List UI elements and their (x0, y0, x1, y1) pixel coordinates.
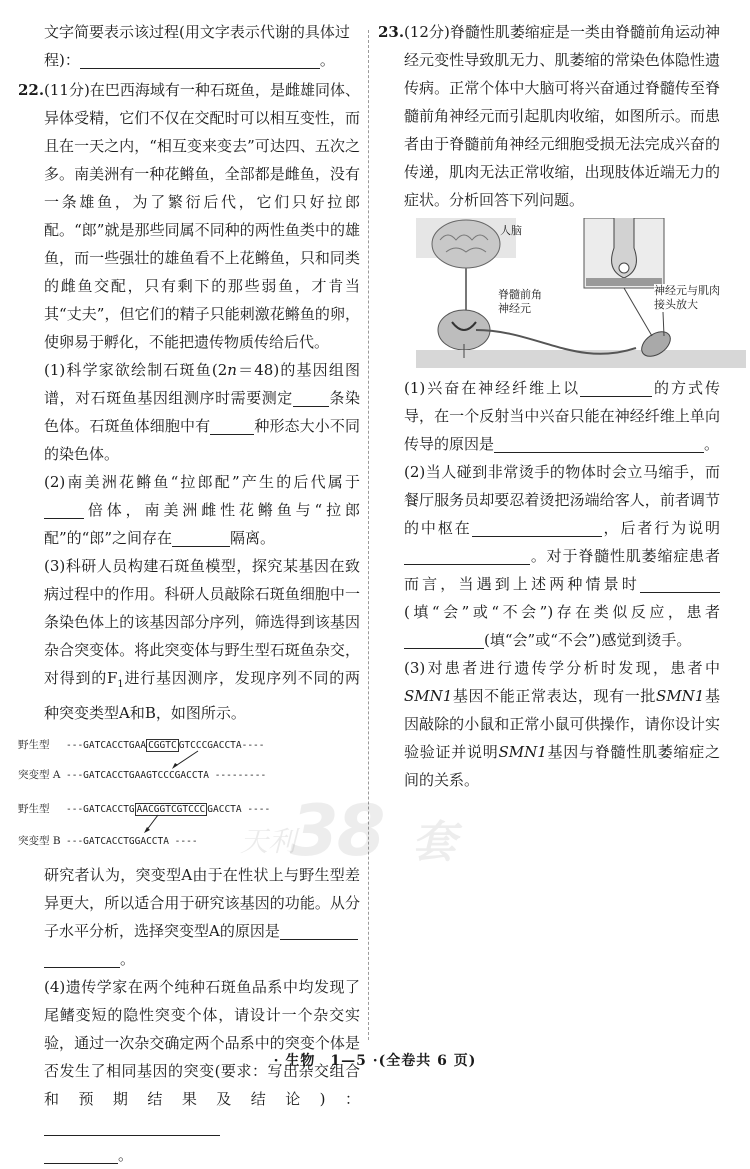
question-number: 23. (378, 23, 405, 41)
q22-part4: (4)遗传学家在两个纯种石斑鱼品系中均发现了尾鳍变短的隐性突变个体，请设计一个杂交实验，通过一次杂交确定两个品系中的突变个体是否发生了相同基因的突变(要求：写出杂交组合和预期结果及结论)： 。 (44, 978, 360, 1164)
answer-blank[interactable] (44, 500, 84, 519)
nerve-muscle-figure (416, 218, 746, 368)
q22-part3: (3)科研人员构建石斑鱼模型，探究某基因在致病过程中的作用。科研人员敲除石斑鱼细胞中一条染色体上的该基因部分序列，筛选得到该基因杂合突变体。将此突变体与野生型石斑鱼杂交，对得到的$F_1$进行基因测序，发现序列不同的两种突变类型A和B，如图所示。 (44, 557, 360, 722)
label-junction-2: 接头放大 (654, 298, 698, 311)
answer-blank[interactable] (404, 630, 484, 649)
answer-blank[interactable] (44, 949, 120, 968)
q22-part3-question: 研究者认为，突变型A由于在性状上与野生型差异更大，所以适合用于研究该基因的功能。从分子水平分析，选择突变型A的原因是 。 (44, 866, 360, 968)
sequence-figure: 野生型 ---GATCACCTGAA CGGTC GTCCCGACCTA---- 突变型 A ---GATCACCTGAAGTCCCGACCTA --------- 野生型 ---GATCACCTG AACGGTCGTCCC GACCTA ---- 突变型 B ---GATCACCTGGACCTA ---- (18, 739, 271, 847)
column-divider (368, 30, 369, 1040)
q23-part3: (3)对患者进行遗传学分析时发现，患者中SMN1基因不能正常表达，现有一批SMN1基因敲除的小鼠和正常小鼠可供操作，请你设计实验验证并说明SMN1基因与脊髓性肌萎缩症之间的关系。 (404, 659, 720, 789)
q23-part2: (2)当人碰到非常烫手的物体时会立马缩手，而餐厅服务员却要忍着烫把汤端给客人，前者调节的中枢在 ，后者行为说明。对于脊髓性肌萎缩症患者而言，当遇到上述两种情景时(填“会”或“不会”)存在类似反应，患者(填“会”或“不会”)感觉到烫手。 (404, 463, 720, 649)
right-column (378, 18, 720, 794)
q22-part1: (1)科学家欲绘制石斑鱼(2n＝48)的基因组图谱，对石斑鱼基因组测序时需要测定 条染色体。石斑鱼体细胞中有 种形态大小不同的染色体。 (44, 361, 360, 463)
label-spinal-neuron-2: 神经元 (498, 302, 531, 315)
answer-blank[interactable] (210, 416, 254, 435)
question-number: 22. (18, 81, 45, 99)
q21-continuation: 文字简要表示该过程(用文字表示代谢的具体过 程)： 。 (44, 23, 350, 69)
answer-blank[interactable] (80, 50, 320, 69)
q22-stem: 22.(11分)在巴西海域有一种石斑鱼，是雌雄同体、异体受精，它们不仅在交配时可以相互变性，而且在一天之内，“相互变来变去”可达四、五次之多。南美洲有一种花鳉鱼，全部都是雌鱼，没有一条雄鱼，为了繁衍后代，它们只好拉郎配。“郎”就是那些同属不同种的两性鱼类中的雄鱼，而一些强壮的雄鱼看不上花鳉鱼，只和同类的雌鱼交配，只有剩下的那些弱鱼，才肯当其“丈夫”，但它们的精子只能刺激花鳉鱼的卵，使卵易于孵化，不能把遗传物质传给后代。 (18, 76, 360, 356)
q22-part2: (2)南美洲花鳉鱼“拉郎配”产生的后代属于倍体，南美洲雌性花鳉鱼与“拉郎配”的“郎”之间存在 隔离。 (44, 473, 360, 547)
watermark-text-tao: 套 (412, 817, 456, 868)
watermark-number: 38 (290, 790, 384, 872)
answer-blank[interactable] (640, 574, 720, 593)
answer-blank[interactable] (44, 1145, 118, 1164)
label-junction-1: 神经元与肌肉 (654, 284, 720, 297)
answer-blank[interactable] (404, 546, 530, 565)
q23-part1: (1)兴奋在神经纤维上以 的方式传导，在一个反射当中兴奋只能在神经纤维上单向传导的原因是 。 (404, 379, 720, 453)
deleted-segment-box: AACGGTCGTCCC (136, 804, 206, 815)
label-spinal-neuron-1: 脊髓前角 (498, 288, 542, 301)
deletion-arrow (138, 813, 178, 835)
label-brain: 人脑 (500, 224, 522, 237)
answer-blank[interactable] (44, 1117, 220, 1136)
answer-blank[interactable] (472, 518, 602, 537)
page-footer: · 生物 1—5 ·(全卷共 6 页) (273, 1053, 477, 1069)
answer-blank[interactable] (293, 388, 329, 407)
answer-blank[interactable] (172, 528, 230, 547)
answer-blank[interactable] (494, 434, 704, 453)
left-column (18, 18, 360, 1169)
answer-blank[interactable] (580, 378, 652, 397)
watermark-text-small: 天利 (240, 825, 297, 858)
answer-blank[interactable] (280, 921, 358, 940)
q23-stem: 23.(12分)脊髓性肌萎缩症是一类由脊髓前角运动神经元变性导致肌无力、肌萎缩的常染色体隐性遗传病。正常个体中大脑可将兴奋通过脊髓传至脊髓前角神经元而引起肌肉收缩，如图所示。而患者由于脊髓前角神经元细胞受损无法完成兴奋的传递，肌肉无法正常收缩，出现肢体近端无力的症状。分析回答下列问题。 (378, 18, 720, 214)
deleted-segment-box: CGGTC (148, 740, 177, 751)
